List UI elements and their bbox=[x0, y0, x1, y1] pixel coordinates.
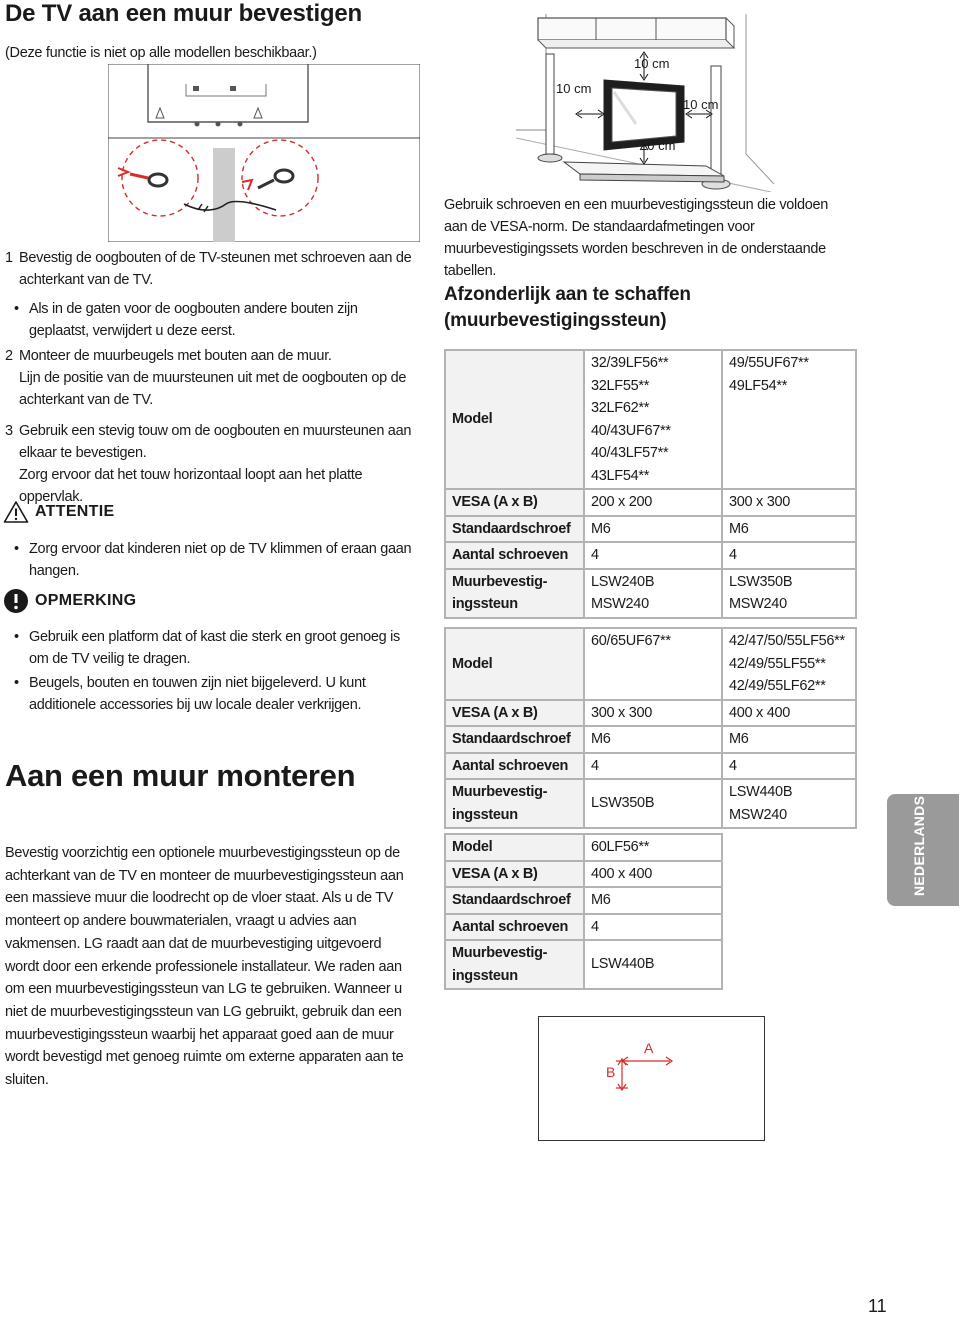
table-cell: 4 bbox=[584, 542, 722, 569]
row-label: Model bbox=[445, 834, 584, 861]
table-row bbox=[445, 569, 856, 618]
warning-triangle-icon bbox=[3, 500, 29, 524]
model-list: 42/47/50/55LF56** 42/49/55LF55** 42/49/55LF62** bbox=[722, 628, 856, 700]
row-label: Model bbox=[445, 628, 584, 700]
row-label: Aantal schroeven bbox=[445, 542, 584, 569]
row-label: Muurbevestig- ingssteun bbox=[445, 940, 584, 989]
step-2-text: Monteer de muurbeugels met bouten aan de muur. bbox=[19, 348, 332, 364]
bullet-dot: • bbox=[14, 301, 19, 317]
step-1-text: Bevestig de oogbouten of de TV-steunen met schroeven aan de achterkant van de TV. bbox=[19, 250, 412, 288]
table-cell: 300 x 300 bbox=[584, 700, 722, 727]
note-bullet-2-text: Beugels, bouten en touwen zijn niet bijgeleverd. U kunt additionele accessories bij uw locale dealer verkrijgen. bbox=[29, 675, 366, 713]
table-cell: LSW240B MSW240 bbox=[584, 569, 722, 618]
row-label: Muurbevestig- ingssteun bbox=[445, 779, 584, 828]
page-subtitle: (Deze functie is niet op alle modellen beschikbaar.) bbox=[5, 45, 317, 61]
row-label: Aantal schroeven bbox=[445, 753, 584, 780]
step-3-number: 3 bbox=[5, 423, 13, 439]
clearance-top-label: 10 cm bbox=[634, 56, 670, 71]
note-bullet-2 bbox=[14, 672, 414, 716]
tv-rope-illustration bbox=[108, 64, 420, 242]
table-row bbox=[445, 489, 856, 516]
mount-heading: Aan een muur monteren bbox=[5, 758, 356, 793]
model-list: 60LF56** bbox=[584, 834, 722, 861]
bullet-dot: • bbox=[14, 675, 19, 691]
step-2 bbox=[5, 345, 415, 411]
table-cell: M6 bbox=[584, 887, 722, 914]
row-label: Model bbox=[445, 350, 584, 489]
caution-bullet bbox=[14, 538, 414, 582]
step-2-extra: Lijn de positie van de muursteunen uit met de oogbouten op de achterkant van de TV. bbox=[19, 370, 407, 408]
table-row bbox=[445, 861, 722, 888]
caution-label: ATTENTIE bbox=[35, 503, 115, 520]
table-row bbox=[445, 753, 856, 780]
vesa-a-label: A bbox=[644, 1040, 654, 1056]
table-cell: 300 x 300 bbox=[722, 489, 856, 516]
clearance-bottom-label: 10 cm bbox=[640, 138, 676, 153]
step-1-bullet-text: Als in de gaten voor de oogbouten andere bouten zijn geplaatst, verwijdert u deze eerst. bbox=[29, 301, 358, 339]
table-cell: 400 x 400 bbox=[722, 700, 856, 727]
table-row bbox=[445, 350, 856, 489]
bullet-dot: • bbox=[14, 629, 19, 645]
row-label: Standaardschroef bbox=[445, 887, 584, 914]
table-cell: 200 x 200 bbox=[584, 489, 722, 516]
table-row bbox=[445, 834, 722, 861]
table-cell: M6 bbox=[722, 516, 856, 543]
row-label: Aantal schroeven bbox=[445, 914, 584, 941]
step-1 bbox=[5, 247, 415, 291]
note-bullet-1 bbox=[14, 626, 414, 670]
step-2-number: 2 bbox=[5, 348, 13, 364]
vesa-b-label: B bbox=[606, 1064, 616, 1080]
language-tab-label: NEDERLANDS bbox=[911, 795, 927, 896]
note-bullet-1-text: Gebruik een platform dat of kast die sterk en groot genoeg is om de TV veilig te dragen. bbox=[29, 629, 401, 667]
table-row bbox=[445, 940, 722, 989]
step-1-bullet bbox=[14, 298, 414, 342]
note-label: OPMERKING bbox=[35, 592, 137, 609]
table-cell: 4 bbox=[722, 753, 856, 780]
mount-paragraph: Bevestig voorzichtig een optionele muurbevestigingssteun op de achterkant van de TV en monteer de muurbevestigingssteun aan een massieve muur die loodrecht op de vloer staat. Als u de TV monteert op andere bouwmaterialen, vraagt u advies aan vakmensen. LG raadt aan dat de muurbevestiging uitgevoerd wordt door een erkende professionele installateur. We raden aan om een muurbevestigingssteun van LG te gebruiken. Wanneer u niet de muurbevestigingssteun van LG gebruikt, gebruik dan een muurbevestigingssteun waarbij het apparaat goed aan de muur wordt bevestigd met genoeg ruimte om externe apparaten aan te sluiten. bbox=[5, 845, 404, 1089]
table-cell: LSW350B MSW240 bbox=[722, 569, 856, 618]
table-row bbox=[445, 726, 856, 753]
row-label: Standaardschroef bbox=[445, 726, 584, 753]
bracket-table-1 bbox=[444, 349, 857, 619]
row-label: VESA (A x B) bbox=[445, 700, 584, 727]
language-tab bbox=[887, 794, 959, 906]
model-list: 32/39LF56** 32LF55** 32LF62** 40/43UF67** 40/43LF57** 43LF54** bbox=[584, 350, 722, 489]
table-cell: LSW440B MSW240 bbox=[722, 779, 856, 828]
bracket-table-3 bbox=[444, 833, 723, 990]
table-cell: 4 bbox=[584, 914, 722, 941]
step-3-extra: Zorg ervoor dat het touw horizontaal loopt aan het platte oppervlak. bbox=[19, 467, 363, 505]
model-list: 49/55UF67** 49LF54** bbox=[722, 350, 856, 489]
table-cell: 4 bbox=[584, 753, 722, 780]
table-cell: LSW440B bbox=[584, 940, 722, 989]
step-1-number: 1 bbox=[5, 250, 13, 266]
table-row bbox=[445, 700, 856, 727]
table-row bbox=[445, 887, 722, 914]
clearance-illustration bbox=[516, 14, 776, 192]
clearance-left-label: 10 cm bbox=[556, 81, 592, 96]
vesa-intro: Gebruik schroeven en een muurbevestigingssteun die voldoen aan de VESA-norm. De standaardafmetingen voor muurbevestigingssets worden beschreven in de onderstaande tabellen. bbox=[444, 197, 829, 279]
bracket-table-2 bbox=[444, 627, 857, 829]
model-list: 60/65UF67** bbox=[584, 628, 722, 700]
page-number: 11 bbox=[868, 1296, 887, 1316]
note-exclamation-icon bbox=[3, 588, 29, 614]
table-row bbox=[445, 516, 856, 543]
table-row bbox=[445, 779, 856, 828]
row-label: VESA (A x B) bbox=[445, 489, 584, 516]
caution-bullet-text: Zorg ervoor dat kinderen niet op de TV klimmen of eraan gaan hangen. bbox=[29, 541, 412, 579]
table-row bbox=[445, 914, 722, 941]
row-label: Standaardschroef bbox=[445, 516, 584, 543]
table-cell: M6 bbox=[722, 726, 856, 753]
table-cell: LSW350B bbox=[584, 779, 722, 828]
table-cell: 400 x 400 bbox=[584, 861, 722, 888]
table-row bbox=[445, 628, 856, 700]
table-cell: M6 bbox=[584, 516, 722, 543]
page-title: De TV aan een muur bevestigen bbox=[5, 0, 362, 27]
step-3 bbox=[5, 420, 415, 508]
clearance-right-label: 10 cm bbox=[683, 97, 719, 112]
table-cell: M6 bbox=[584, 726, 722, 753]
step-3-text: Gebruik een stevig touw om de oogbouten en muursteunen aan elkaar te bevestigen. bbox=[19, 423, 412, 461]
row-label: Muurbevestig- ingssteun bbox=[445, 569, 584, 618]
note-heading bbox=[3, 588, 136, 614]
caution-heading bbox=[3, 500, 114, 524]
row-label: VESA (A x B) bbox=[445, 861, 584, 888]
table-row bbox=[445, 542, 856, 569]
table-cell: 4 bbox=[722, 542, 856, 569]
separate-purchase-heading: Afzonderlijk aan te schaffen (muurbevestigingssteun) bbox=[444, 284, 691, 331]
vesa-diagram bbox=[538, 1016, 766, 1142]
bullet-dot: • bbox=[14, 541, 19, 557]
